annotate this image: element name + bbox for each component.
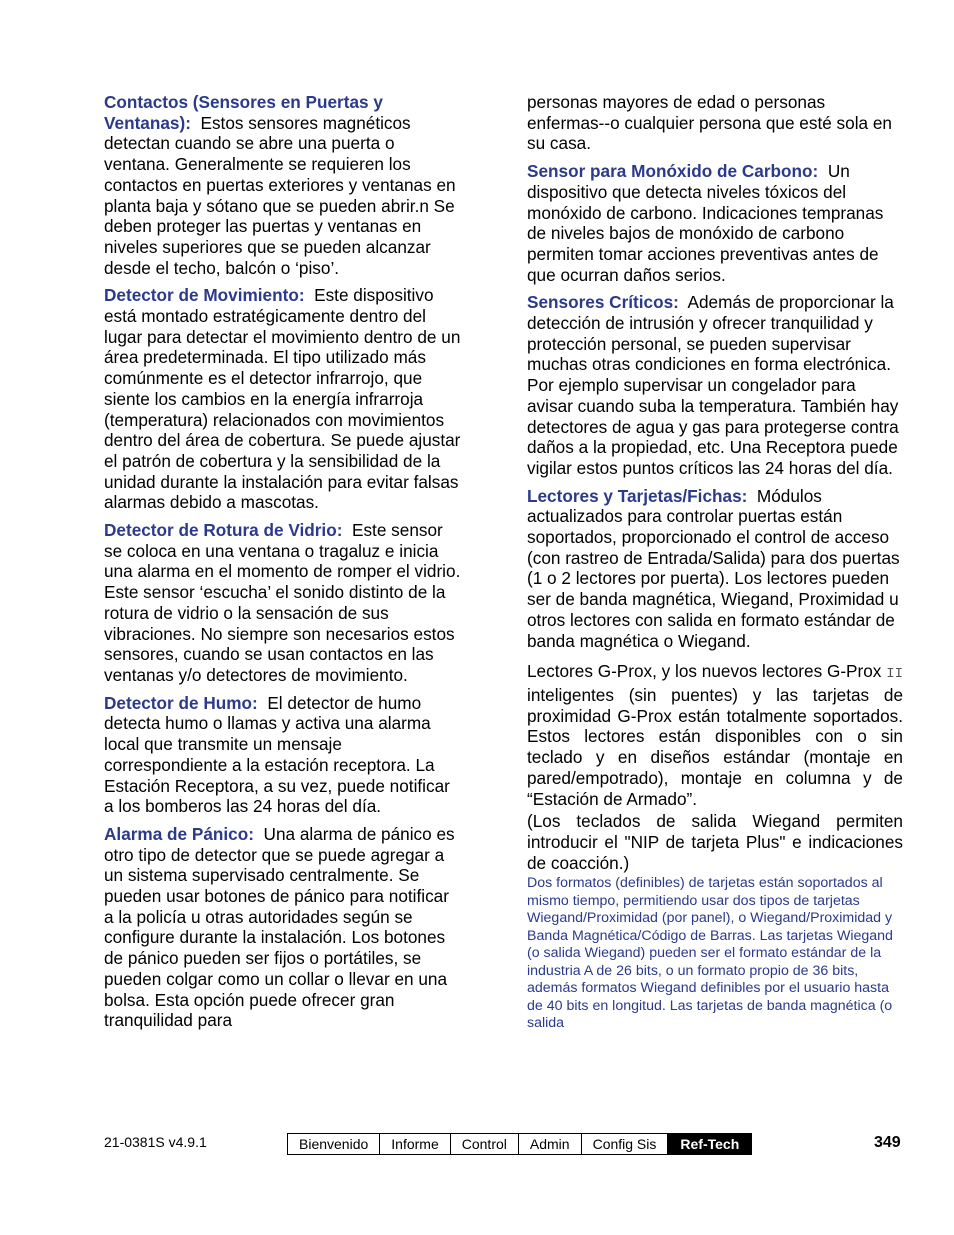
- section-vidrio: [104, 520, 462, 686]
- section-heading: Contactos (Sensores en Puertas y Ventanas):: [104, 92, 383, 133]
- section-body: Un dispositivo que detecta niveles tóxicos del monóxido de carbono. Indicaciones tempranas de niveles bajos de monóxido de carbono permiten tomar acciones preventivas antes de que ocurran daños serios.: [527, 161, 884, 285]
- section-heading: Sensor para Monóxido de Carbono:: [527, 161, 819, 182]
- gprox-paragraph: [527, 661, 903, 809]
- section-monoxido: [527, 161, 903, 285]
- left-column: [104, 92, 462, 1038]
- wiegand-paragraph: (Los teclados de salida Wiegand permiten introducir el "NIP de tarjeta Plus" e indicaciones de coacción.): [527, 811, 903, 873]
- nav-informe[interactable]: Informe: [380, 1134, 450, 1154]
- gprox-text-a: Lectores G-Prox, y los nuevos lectores G-Prox: [527, 661, 882, 682]
- right-column: [527, 92, 903, 1040]
- section-body: El detector de humo detecta humo o llamas y activa una alarma local que transmite un mensaje correspondiente a la estación receptora. La Estación Receptora, a su vez, puede notificar a los bomberos las 24 horas del día.: [104, 692, 450, 817]
- section-body: Este dispositivo está montado estratégicamente dentro del lugar para detectar el movimiento dentro de un área predeterminada. El tipo utilizado más comúnmente es el detector infrarrojo, que siente los cambios en la energía infrarroja (temperatura) relacionados con movimientos dentro del área de cobertura. Se puede ajustar el patrón de cobertura y la sensibilidad de la unidad durante la instalación para evitar falsas alarmas debido a mascotas.: [104, 285, 461, 513]
- gprox-text-b: inteligentes (sin puentes) y las tarjetas de proximidad G-Prox están totalmente soportados. Estos lectores están disponibles con o sin teclado y en diseños estándar (montaje en pared/empotrado), montaje en columna y de “Estación de Armado”.: [527, 684, 903, 809]
- section-heading: Detector de Movimiento:: [104, 285, 305, 306]
- nav-bienvenido[interactable]: Bienvenido: [288, 1134, 380, 1154]
- section-body: Una alarma de pánico es otro tipo de detector que se puede agregar a un sistema supervisado centralmente. Se pueden usar botones de pánico para notificar a la policía u otras autoridades según se configure durante la instalación. Los botones de pánico pueden ser fijos o portátiles, se pueden colgar como un collar o llevar en una bolsa. Esta opción puede ofrecer gran tranquilidad para: [104, 823, 455, 1031]
- section-contactos: [104, 92, 462, 278]
- section-nav: [287, 1133, 752, 1155]
- page-footer: [0, 1132, 954, 1156]
- gprox-ii-label: II: [886, 666, 903, 683]
- section-humo: [104, 693, 462, 817]
- section-body: Este sensor se coloca en una ventana o tragaluz e inicia una alarma en el momento de romper el vidrio. Este sensor ‘escucha’ el sonido distinto de la rotura de vidrio o la sensación de sus vibraciones. No siempre son necesarios estos sensores, cuando se usan contactos en las ventanas y/o detectores de movimiento.: [104, 520, 461, 685]
- formats-paragraph: Dos formatos (definibles) de tarjetas están soportados al mismo tiempo, permitiendo usar dos tipos de tarjetas Wiegand/Proximidad (por panel), o Wiegand/Proximidad y Banda Magnética/Código de Barras. Las tarjetas Wiegand (o salida Wiegand) pueden ser el formato estándar de la industria A de 26 bits, o un formato propio de 36 bits, además formatos Wiegand definibles por el usuario hasta de 40 bits en longitud. Las tarjetas de banda magnética (o salida: [527, 875, 893, 1032]
- nav-config-sis[interactable]: Config Sis: [582, 1134, 669, 1154]
- section-body: Además de proporcionar la detección de intrusión y ofrecer tranquilidad y protección personal, se pueden supervisar muchas otras condiciones en forma electrónica. Por ejemplo supervisar un congelador para avisar cuando suba la temperatura. También hay detectores de agua y gas para protegerse contra daños a la propiedad, etc. Una Receptora puede vigilar estos puntos críticos las 24 horas del día.: [527, 292, 899, 478]
- continued-paragraph: personas mayores de edad o personas enfermas--o cualquier persona que esté sola en su casa.: [527, 92, 892, 154]
- section-heading: Alarma de Pánico:: [104, 823, 254, 844]
- section-body: Módulos actualizados para controlar puertas están soportados, proporcionado el control de acceso (con rastreo de Entrada/Salida) para dos puertas (1 o 2 lectores por puerta). Los lectores pueden ser de banda magnética, Wiegand, Proximidad u otros lectores con salida en formato estándar de banda magnética o Wiegand.: [527, 485, 900, 651]
- section-panico: [104, 824, 462, 1031]
- section-criticos: [527, 292, 903, 478]
- section-heading: Detector de Humo:: [104, 692, 258, 713]
- page-number: 349: [874, 1134, 901, 1151]
- section-body: Estos sensores magnéticos detectan cuando se abre una puerta o ventana. Generalmente se requieren los contactos en puertas exteriores y ventanas en planta baja y sótano que se pueden abrir.n Se deben proteger las puertas y ventanas en niveles superiores que se pueden alcanzar desde el techo, balcón o ‘piso’.: [104, 112, 456, 278]
- nav-ref-tech[interactable]: Ref-Tech: [668, 1134, 751, 1154]
- section-heading: Sensores Críticos:: [527, 292, 679, 313]
- document-id: 21-0381S v4.9.1: [104, 1134, 207, 1150]
- section-lectores: [527, 486, 903, 652]
- section-heading: Lectores y Tarjetas/Fichas:: [527, 485, 748, 506]
- nav-control[interactable]: Control: [451, 1134, 519, 1154]
- section-movimiento: [104, 285, 462, 513]
- nav-admin[interactable]: Admin: [519, 1134, 582, 1154]
- section-heading: Detector de Rotura de Vidrio:: [104, 520, 343, 541]
